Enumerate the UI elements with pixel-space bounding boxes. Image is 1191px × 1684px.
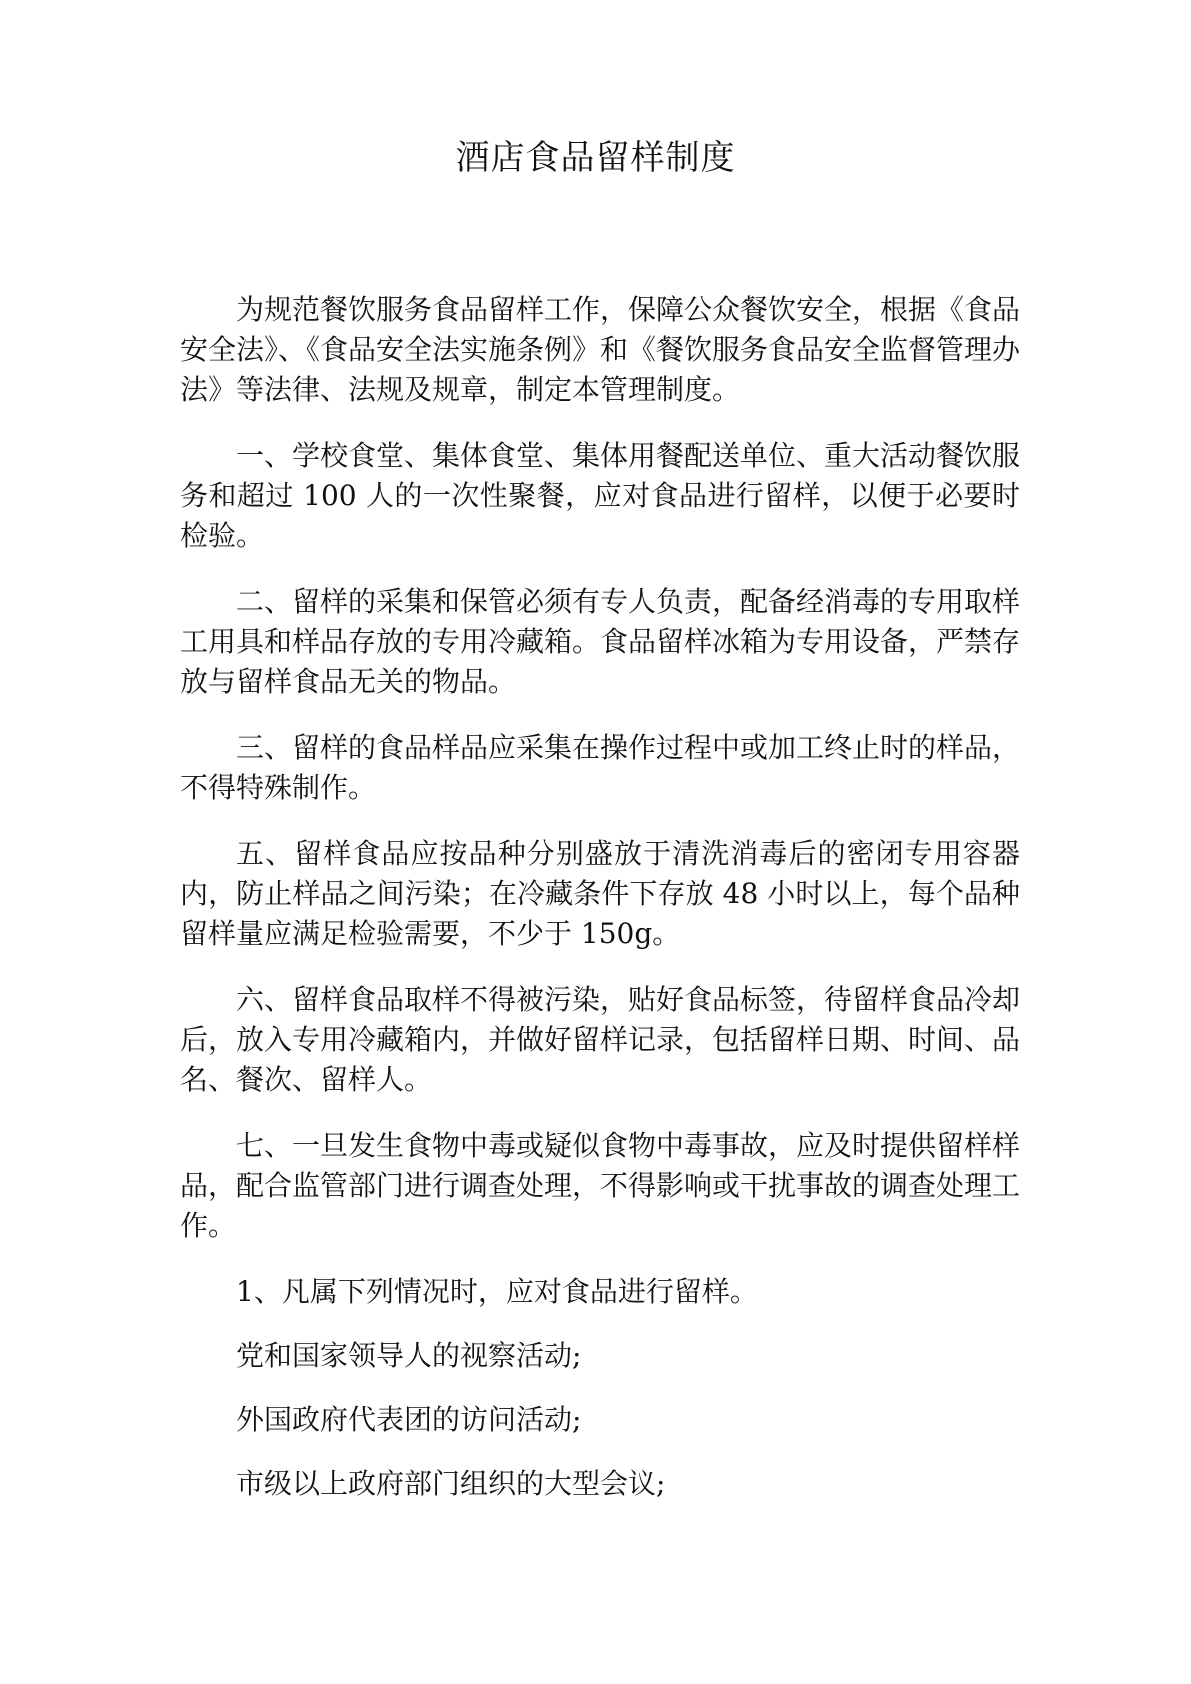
paragraph-intro: 为规范餐饮服务食品留样工作，保障公众餐饮安全，根据《食品安全法》、《食品安全法实施条例》和《餐饮服务食品安全监督管理办法》等法律、法规及规章，制定本管理制度。 — [180, 293, 1021, 406]
paragraph-3: 三、留样的食品样品应采集在操作过程中或加工终止时的样品，不得特殊制作。 — [180, 731, 1021, 804]
document-body — [180, 290, 1020, 1528]
list-item-large-meeting: 市级以上政府部门组织的大型会议; — [236, 1467, 666, 1500]
paragraph-6: 六、留样食品取样不得被污染，贴好食品标签，待留样食品冷却后，放入专用冷藏箱内，并做好留样记录，包括留样日期、时间、品名、餐次、留样人。 — [180, 983, 1021, 1096]
paragraph-2: 二、留样的采集和保管必须有专人负责，配备经消毒的专用取样工用具和样品存放的专用冷藏箱。食品留样冰箱为专用设备，严禁存放与留样食品无关的物品。 — [180, 585, 1021, 698]
paragraph-5: 五、留样食品应按品种分别盛放于清洗消毒后的密闭专用容器内，防止样品之间污染；在冷藏条件下存放 48 小时以上，每个品种留样量应满足检验需要，不少于 150g。 — [180, 837, 1020, 950]
list-item-leader-visit: 党和国家领导人的视察活动; — [236, 1339, 582, 1372]
list-item-foreign-delegation: 外国政府代表团的访问活动; — [236, 1403, 582, 1436]
paragraph-list-heading: 1、凡属下列情况时，应对食品进行留样。 — [236, 1275, 758, 1308]
document-title: 酒店食品留样制度 — [455, 138, 736, 178]
paragraph-1: 一、学校食堂、集体食堂、集体用餐配送单位、重大活动餐饮服务和超过 100 人的一次性聚餐，应对食品进行留样，以便于必要时检验。 — [180, 439, 1021, 552]
paragraph-7: 七、一旦发生食物中毒或疑似食物中毒事故，应及时提供留样样品，配合监管部门进行调查处理，不得影响或干扰事故的调查处理工作。 — [180, 1129, 1021, 1242]
